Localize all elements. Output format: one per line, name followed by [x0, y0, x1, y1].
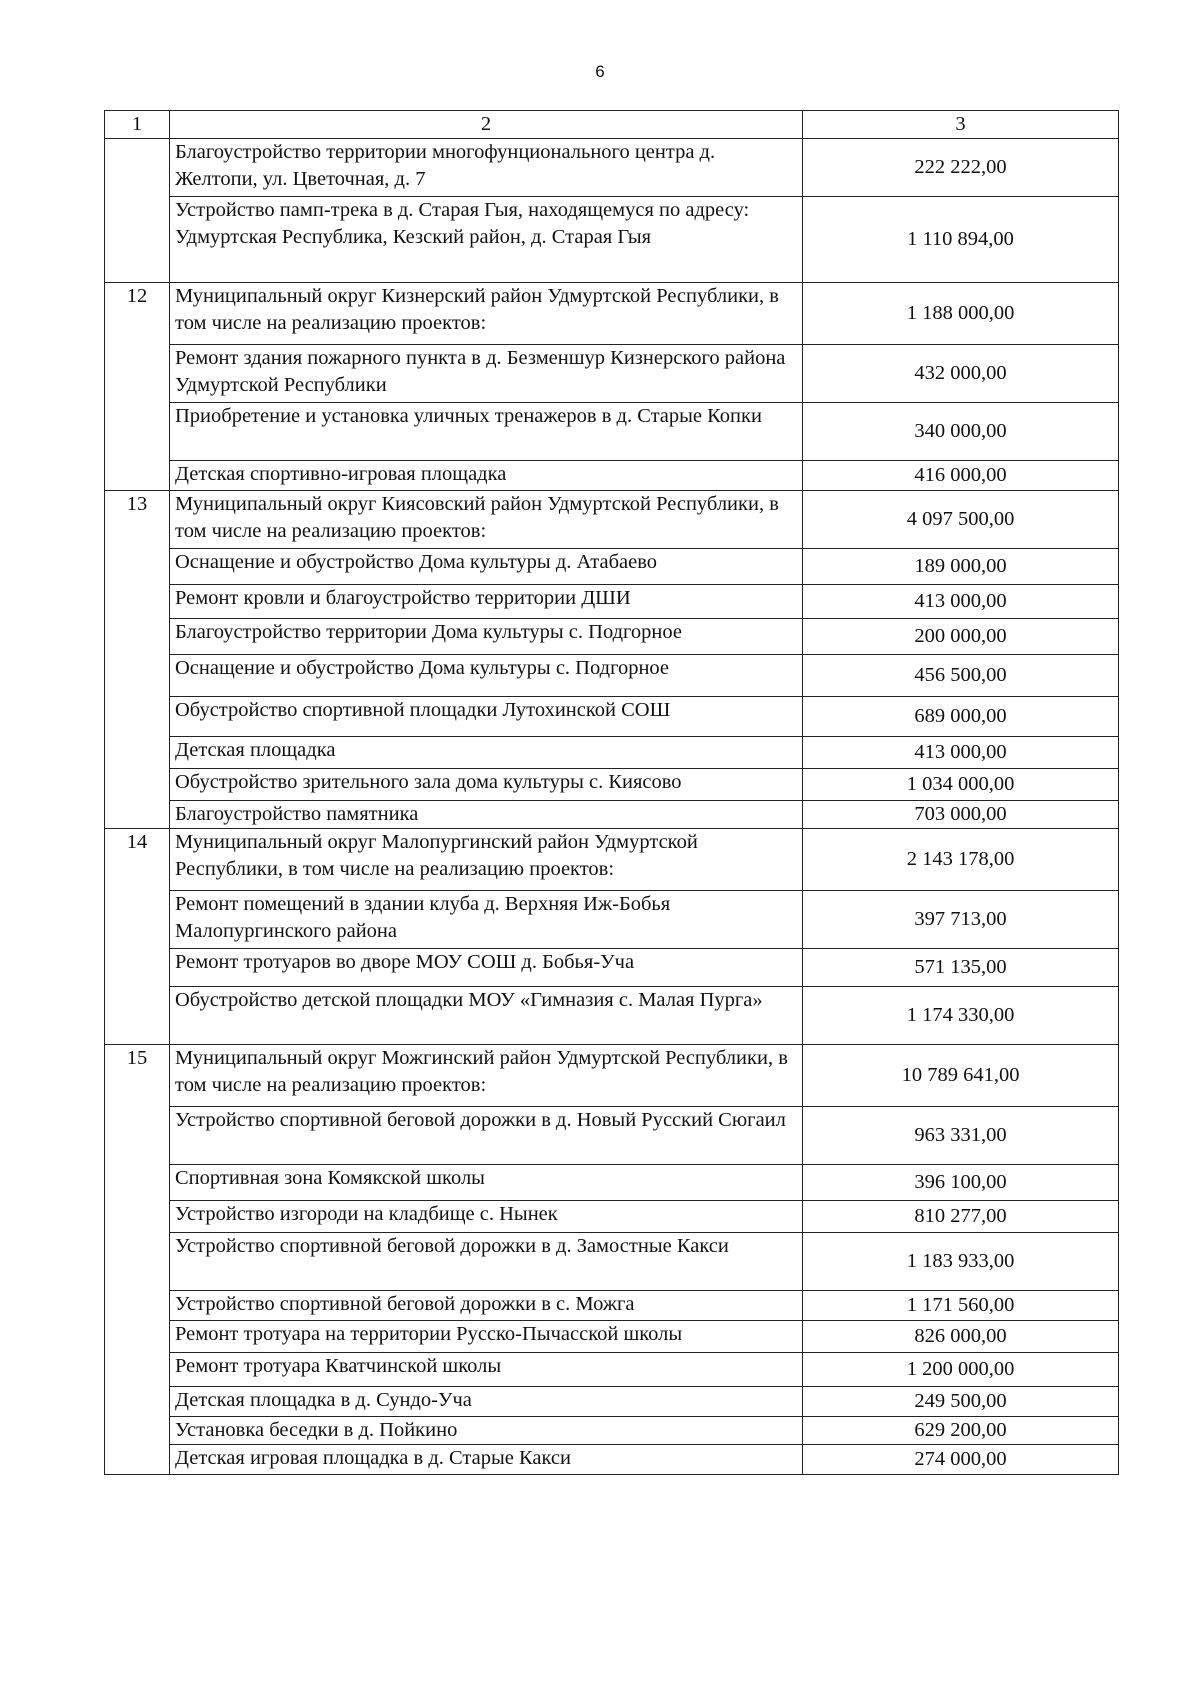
row-number-cell	[105, 585, 170, 619]
project-description-cell: Оснащение и обустройство Дома культуры с. Подгорное	[170, 655, 803, 697]
row-number-cell	[105, 1321, 170, 1353]
project-description-cell: Устройство памп-трека в д. Старая Гыя, находящемуся по адресу: Удмуртская Республика, Кезский район, д. Старая Гыя	[170, 197, 803, 283]
row-number-cell: 14	[105, 829, 170, 891]
row-number-cell	[105, 139, 170, 197]
project-description-cell: Устройство спортивной беговой дорожки в с. Можга	[170, 1291, 803, 1321]
table-row	[105, 1107, 1119, 1165]
amount-cell: 703 000,00	[803, 801, 1119, 829]
project-description-cell: Благоустройство территории Дома культуры с. Подгорное	[170, 619, 803, 655]
amount-cell: 1 171 560,00	[803, 1291, 1119, 1321]
funding-table	[104, 110, 1119, 1475]
row-number-cell	[105, 1201, 170, 1233]
row-number-cell	[105, 1233, 170, 1291]
page-number: 6	[595, 62, 605, 81]
project-description-cell: Устройство изгороди на кладбище с. Нынек	[170, 1201, 803, 1233]
table-row	[105, 987, 1119, 1045]
project-description-cell: Благоустройство памятника	[170, 801, 803, 829]
row-number-cell	[105, 1417, 170, 1445]
project-description-cell: Детская спортивно-игровая площадка	[170, 461, 803, 491]
table-row	[105, 801, 1119, 829]
table-row-group-header	[105, 491, 1119, 549]
amount-cell: 571 135,00	[803, 949, 1119, 987]
amount-cell: 1 110 894,00	[803, 197, 1119, 283]
row-number-cell	[105, 345, 170, 403]
table-row	[105, 461, 1119, 491]
table-row-group-header	[105, 1045, 1119, 1107]
table-row	[105, 737, 1119, 769]
amount-cell: 2 143 178,00	[803, 829, 1119, 891]
amount-cell: 1 188 000,00	[803, 283, 1119, 345]
row-number-cell	[105, 1445, 170, 1475]
table-header-row	[105, 111, 1119, 139]
row-number-cell	[105, 655, 170, 697]
amount-cell: 340 000,00	[803, 403, 1119, 461]
row-number-cell: 15	[105, 1045, 170, 1107]
amount-cell: 810 277,00	[803, 1201, 1119, 1233]
row-number-cell: 12	[105, 283, 170, 345]
amount-cell: 200 000,00	[803, 619, 1119, 655]
table-row	[105, 585, 1119, 619]
row-number-cell	[105, 1107, 170, 1165]
column-header: 1	[105, 111, 170, 139]
project-description-cell: Ремонт кровли и благоустройство территории ДШИ	[170, 585, 803, 619]
row-number-cell	[105, 549, 170, 585]
amount-cell: 963 331,00	[803, 1107, 1119, 1165]
row-number-cell	[105, 1353, 170, 1387]
project-description-cell: Ремонт тротуаров во дворе МОУ СОШ д. Бобья-Уча	[170, 949, 803, 987]
amount-cell: 274 000,00	[803, 1445, 1119, 1475]
project-description-cell: Ремонт здания пожарного пункта в д. Безменшур Кизнерского района Удмуртской Республики	[170, 345, 803, 403]
amount-cell: 396 100,00	[803, 1165, 1119, 1201]
row-number-cell	[105, 769, 170, 801]
project-description-cell: Ремонт тротуара на территории Русско-Пычасской школы	[170, 1321, 803, 1353]
table-row	[105, 1445, 1119, 1475]
row-number-cell	[105, 987, 170, 1045]
amount-cell: 249 500,00	[803, 1387, 1119, 1417]
table-row	[105, 1417, 1119, 1445]
row-number-cell	[105, 461, 170, 491]
table-row	[105, 1233, 1119, 1291]
table-row	[105, 1353, 1119, 1387]
amount-cell: 413 000,00	[803, 585, 1119, 619]
row-number-cell	[105, 697, 170, 737]
project-description-cell: Муниципальный округ Малопургинский район Удмуртской Республики, в том числе на реализацию проектов:	[170, 829, 803, 891]
amount-cell: 629 200,00	[803, 1417, 1119, 1445]
amount-cell: 1 200 000,00	[803, 1353, 1119, 1387]
row-number-cell	[105, 737, 170, 769]
project-description-cell: Устройство спортивной беговой дорожки в д. Замостные Какси	[170, 1233, 803, 1291]
amount-cell: 1 174 330,00	[803, 987, 1119, 1045]
project-description-cell: Благоустройство территории многофунционального центра д. Желтопи, ул. Цветочная, д. 7	[170, 139, 803, 197]
project-description-cell: Детская площадка в д. Сундо-Уча	[170, 1387, 803, 1417]
table-row	[105, 697, 1119, 737]
row-number-cell	[105, 619, 170, 655]
row-number-cell	[105, 949, 170, 987]
table-row	[105, 1165, 1119, 1201]
table-row	[105, 655, 1119, 697]
project-description-cell: Муниципальный округ Кизнерский район Удмуртской Республики, в том числе на реализацию проектов:	[170, 283, 803, 345]
table-row	[105, 403, 1119, 461]
amount-cell: 456 500,00	[803, 655, 1119, 697]
table-row	[105, 769, 1119, 801]
row-number-cell	[105, 1165, 170, 1201]
table-row	[105, 139, 1119, 197]
project-description-cell: Установка беседки в д. Пойкино	[170, 1417, 803, 1445]
project-description-cell: Муниципальный округ Можгинский район Удмуртской Республики, в том числе на реализацию проектов:	[170, 1045, 803, 1107]
amount-cell: 1 183 933,00	[803, 1233, 1119, 1291]
amount-cell: 826 000,00	[803, 1321, 1119, 1353]
row-number-cell	[105, 891, 170, 949]
amount-cell: 4 097 500,00	[803, 491, 1119, 549]
amount-cell: 432 000,00	[803, 345, 1119, 403]
table-row	[105, 949, 1119, 987]
row-number-cell	[105, 403, 170, 461]
project-description-cell: Обустройство спортивной площадки Лутохинской СОШ	[170, 697, 803, 737]
table-row	[105, 197, 1119, 283]
project-description-cell: Ремонт тротуара Кватчинской школы	[170, 1353, 803, 1387]
project-description-cell: Устройство спортивной беговой дорожки в д. Новый Русский Сюгаил	[170, 1107, 803, 1165]
project-description-cell: Детская игровая площадка в д. Старые Какси	[170, 1445, 803, 1475]
row-number-cell	[105, 1387, 170, 1417]
table-row	[105, 1387, 1119, 1417]
column-header: 2	[170, 111, 803, 139]
project-description-cell: Обустройство зрительного зала дома культуры с. Киясово	[170, 769, 803, 801]
project-description-cell: Приобретение и установка уличных тренажеров в д. Старые Копки	[170, 403, 803, 461]
amount-cell: 397 713,00	[803, 891, 1119, 949]
amount-cell: 689 000,00	[803, 697, 1119, 737]
table-row	[105, 1201, 1119, 1233]
project-description-cell: Детская площадка	[170, 737, 803, 769]
project-description-cell: Муниципальный округ Киясовский район Удмуртской Республики, в том числе на реализацию проектов:	[170, 491, 803, 549]
amount-cell: 1 034 000,00	[803, 769, 1119, 801]
table-row	[105, 619, 1119, 655]
amount-cell: 222 222,00	[803, 139, 1119, 197]
project-description-cell: Оснащение и обустройство Дома культуры д. Атабаево	[170, 549, 803, 585]
project-description-cell: Спортивная зона Комякской школы	[170, 1165, 803, 1201]
amount-cell: 189 000,00	[803, 549, 1119, 585]
project-description-cell: Ремонт помещений в здании клуба д. Верхняя Иж-Бобья Малопургинского района	[170, 891, 803, 949]
amount-cell: 413 000,00	[803, 737, 1119, 769]
row-number-cell	[105, 197, 170, 283]
table-row	[105, 549, 1119, 585]
table-body	[105, 139, 1119, 1475]
table-row	[105, 1321, 1119, 1353]
row-number-cell	[105, 1291, 170, 1321]
table-row	[105, 1291, 1119, 1321]
table-row-group-header	[105, 283, 1119, 345]
table-row	[105, 891, 1119, 949]
table-row-group-header	[105, 829, 1119, 891]
project-description-cell: Обустройство детской площадки МОУ «Гимназия с. Малая Пурга»	[170, 987, 803, 1045]
amount-cell: 416 000,00	[803, 461, 1119, 491]
column-header: 3	[803, 111, 1119, 139]
row-number-cell: 13	[105, 491, 170, 549]
row-number-cell	[105, 801, 170, 829]
table-row	[105, 345, 1119, 403]
amount-cell: 10 789 641,00	[803, 1045, 1119, 1107]
